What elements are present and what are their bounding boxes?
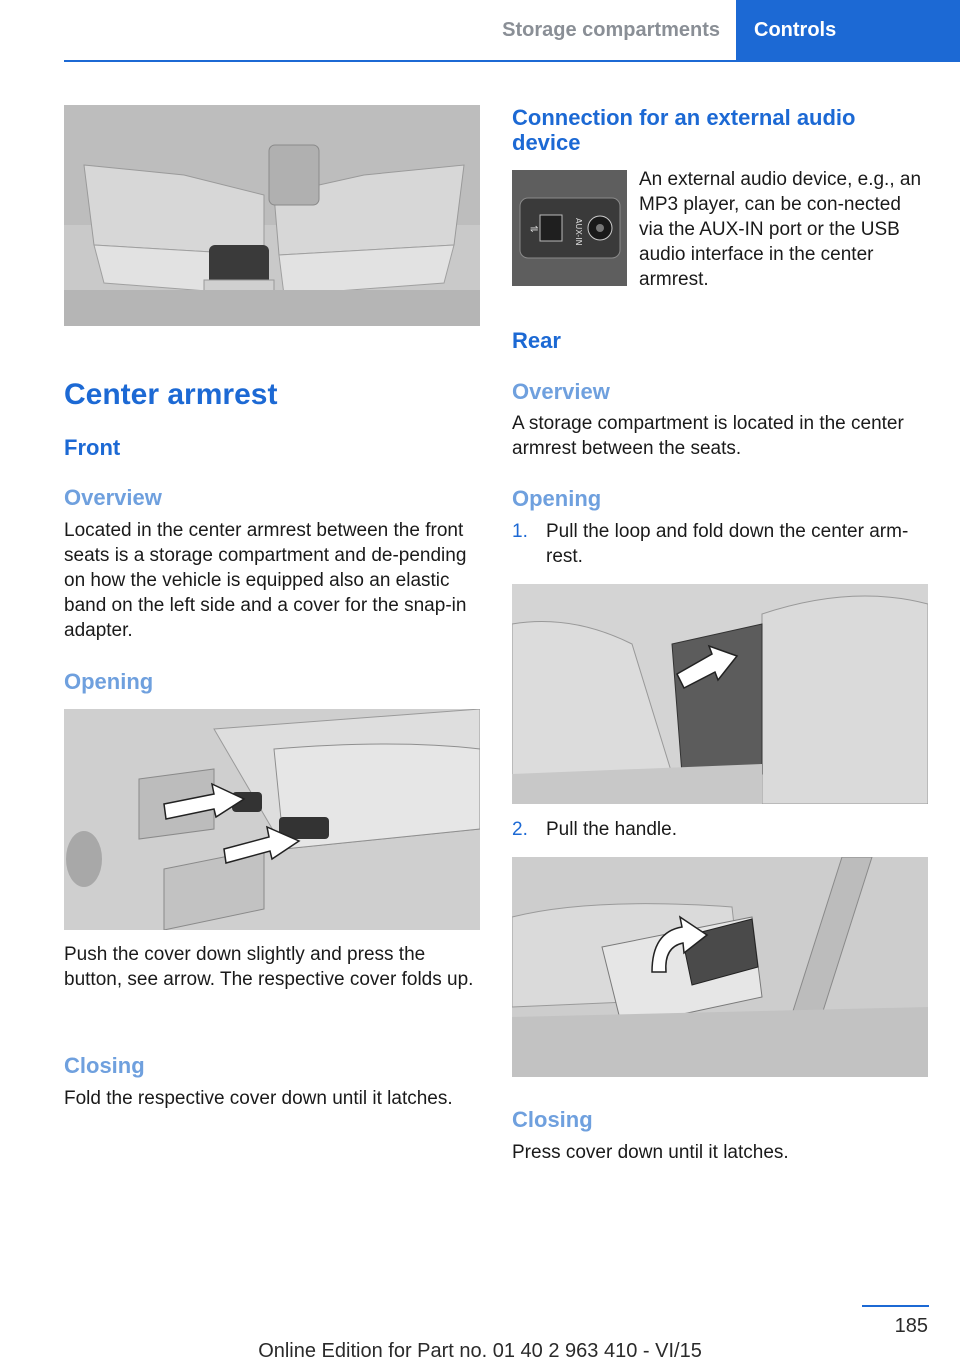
connection-text: An external audio device, e.g., an MP3 player, can be con‐nected via the AUX-IN port or the USB audio interface in the center armrest. (639, 169, 922, 290)
rear-heading: Rear (512, 328, 561, 353)
front-overview-heading: Overview (64, 485, 162, 510)
front-heading: Front (64, 435, 121, 460)
illustration-aux-usb-ports (512, 170, 627, 286)
step-number: 1. (512, 521, 528, 542)
rear-overview-heading: Overview (512, 379, 610, 404)
page-number: 185 (894, 1315, 928, 1337)
step-1 (512, 519, 928, 569)
chapter-title: Center armrest (64, 378, 278, 411)
header-chapter-tab: Controls (736, 0, 960, 60)
rear-closing-text: Press cover down until it latches. (512, 1142, 789, 1163)
step-text: Pull the loop and fold down the center arm‐rest. (546, 521, 909, 567)
connection-heading: Connection for an external audio device (512, 105, 856, 155)
step-2 (512, 817, 928, 842)
front-closing-heading: Closing (64, 1053, 145, 1078)
front-opening-heading: Opening (64, 669, 154, 694)
illustration-rear-armrest-handle (512, 857, 928, 1077)
illustration-front-armrest-opening (64, 709, 480, 930)
rear-opening-heading: Opening (512, 486, 602, 511)
edition-note: Online Edition for Part no. 01 40 2 963 410 - VI/15 (258, 1340, 702, 1362)
illustration-rear-seats-armrest (64, 105, 480, 326)
header-rule (64, 60, 960, 62)
svg-text:⇌: ⇌ (530, 224, 539, 235)
footer-rule (862, 1305, 929, 1307)
front-opening-text: Push the cover down slightly and press the button, see arrow. The respective cover folds up. (64, 944, 474, 990)
header-section-title: Storage compartments (502, 18, 720, 41)
rear-closing-heading: Closing (512, 1107, 593, 1132)
illustration-rear-armrest-fold (512, 584, 928, 804)
step-text: Pull the handle. (546, 819, 677, 840)
front-overview-text: Located in the center armrest between the front seats is a storage compartment and de‐pending on how the vehicle is equipped also an elastic band on the left side and a cover for the snap-in adapter. (64, 520, 467, 641)
aux-in-label: AUX-IN (574, 218, 583, 246)
front-closing-text: Fold the respective cover down until it latches. (64, 1088, 453, 1109)
rear-overview-text: A storage compartment is located in the center armrest between the seats. (512, 413, 904, 459)
step-number: 2. (512, 819, 528, 840)
